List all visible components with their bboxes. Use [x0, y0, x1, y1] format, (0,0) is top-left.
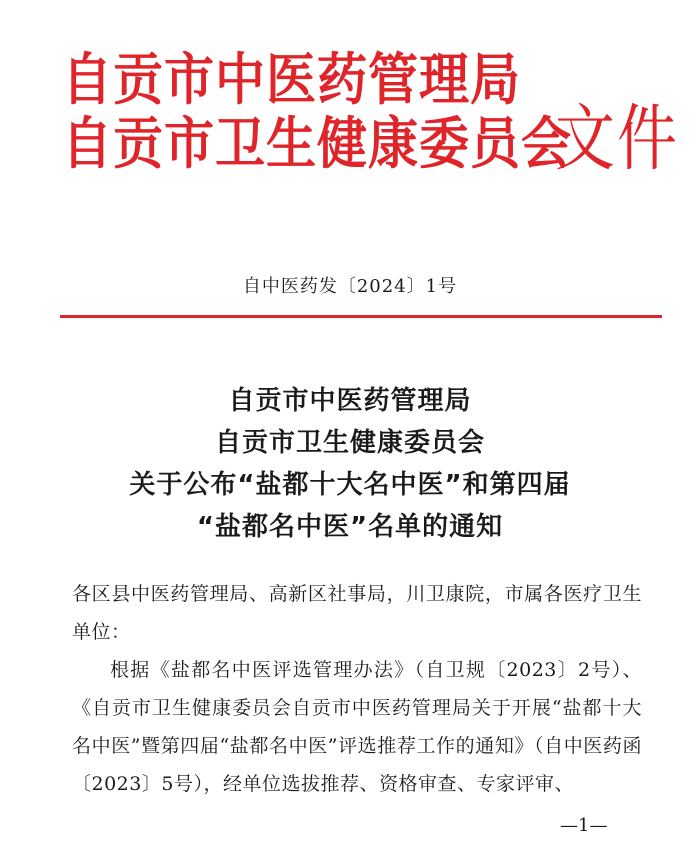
title-line-3: 关于公布“盐都十大名中医”和第四届 — [129, 470, 571, 500]
page-number: —1— — [560, 815, 608, 836]
title-line-2: 自贡市卫生健康委员会 — [214, 428, 485, 458]
body-text — [72, 575, 642, 803]
title-line-1: 自贡市中医药管理局 — [228, 386, 472, 416]
notice-title — [0, 380, 700, 548]
paragraph-1: 根据《盐都名中医评选管理办法》（自卫规〔2023〕2号）、《自贡市卫生健康委员会自贡市中医药管理局关于开展“盐都十大名中医”暨第四届“盐都名中医”评选推荐工作的通知》（自中医药函〔2023〕5号），经单位选拔推荐、资格审查、专家评审、 — [72, 659, 642, 795]
addressee: 各区县中医药管理局、高新区社事局，川卫康院，市属各医疗卫生单位： — [72, 583, 642, 643]
title-line-4: “盐都名中医”名单的通知 — [196, 512, 504, 542]
masthead — [62, 44, 572, 177]
masthead-issuer-1: 自贡市中医药管理局 — [62, 47, 521, 113]
masthead-issuer-2: 自贡市卫生健康委员会 — [62, 111, 572, 177]
document-number: 自中医药发〔2024〕1号 — [242, 276, 458, 297]
red-divider-line — [60, 315, 662, 318]
masthead-document-label: 文件 — [555, 97, 679, 182]
